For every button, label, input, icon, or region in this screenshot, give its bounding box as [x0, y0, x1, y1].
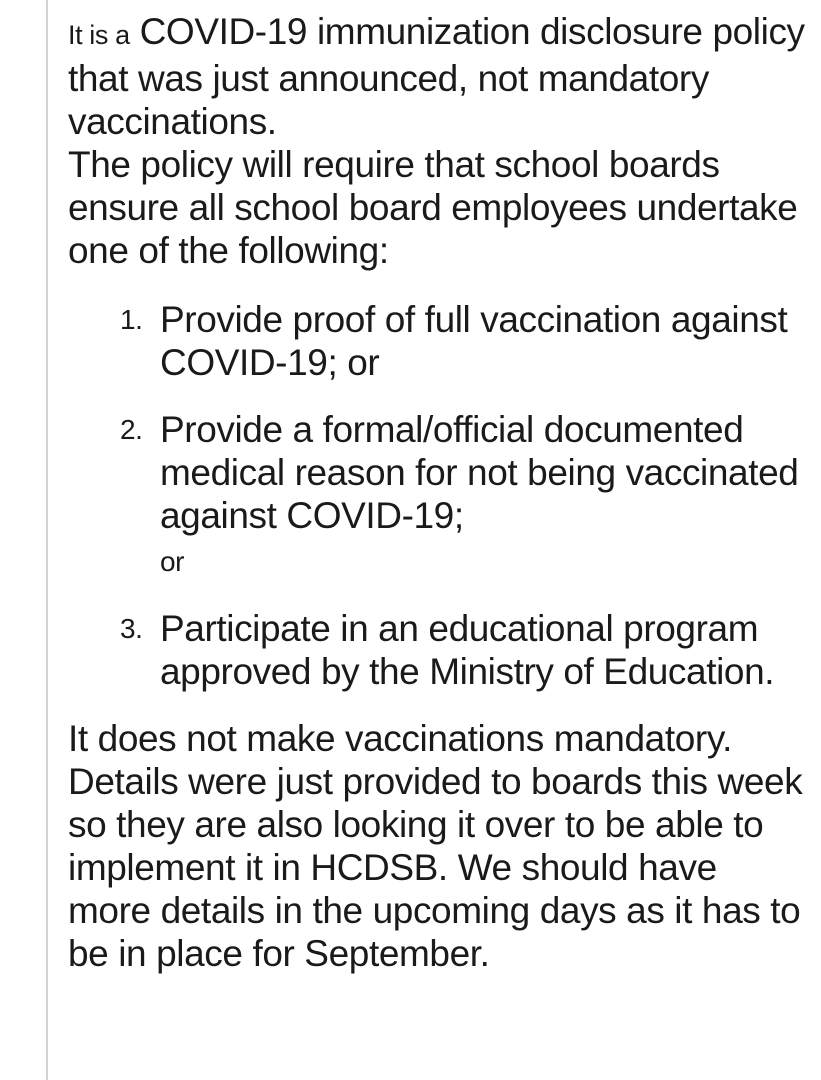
list-text: Participate in an educational program approved by the Ministry of Education.	[160, 608, 775, 692]
list-item	[68, 607, 808, 693]
intro-paragraph	[68, 10, 808, 272]
options-list	[68, 298, 808, 693]
intro-lead: It is a	[68, 20, 130, 50]
closing-paragraph: It does not make vaccinations mandatory. Details were just provided to boards this week so they are also looking it over to be able to implement it in HCDSB. We should have more details in the upcoming days as it has to be in place for September.	[68, 718, 803, 974]
intro-line2: The policy will require that school boards ensure all school board employees undertake one of the following:	[68, 144, 798, 271]
list-number: 3.	[120, 613, 143, 644]
list-number: 1.	[120, 304, 143, 335]
intro-line1: COVID-19 immunization disclosure policy that was just announced, not mandatory vaccinations.	[68, 11, 805, 142]
list-item	[68, 298, 808, 384]
list-item	[68, 408, 808, 583]
list-number: 2.	[120, 414, 143, 445]
list-text: Provide a formal/official documented medical reason for not being vaccinated against COVID-19;	[160, 409, 799, 536]
message-body	[68, 10, 808, 975]
list-text: Provide proof of full vaccination against COVID-19; or	[160, 299, 788, 383]
quote-bar	[46, 0, 48, 1080]
list-tail: or	[160, 546, 185, 577]
